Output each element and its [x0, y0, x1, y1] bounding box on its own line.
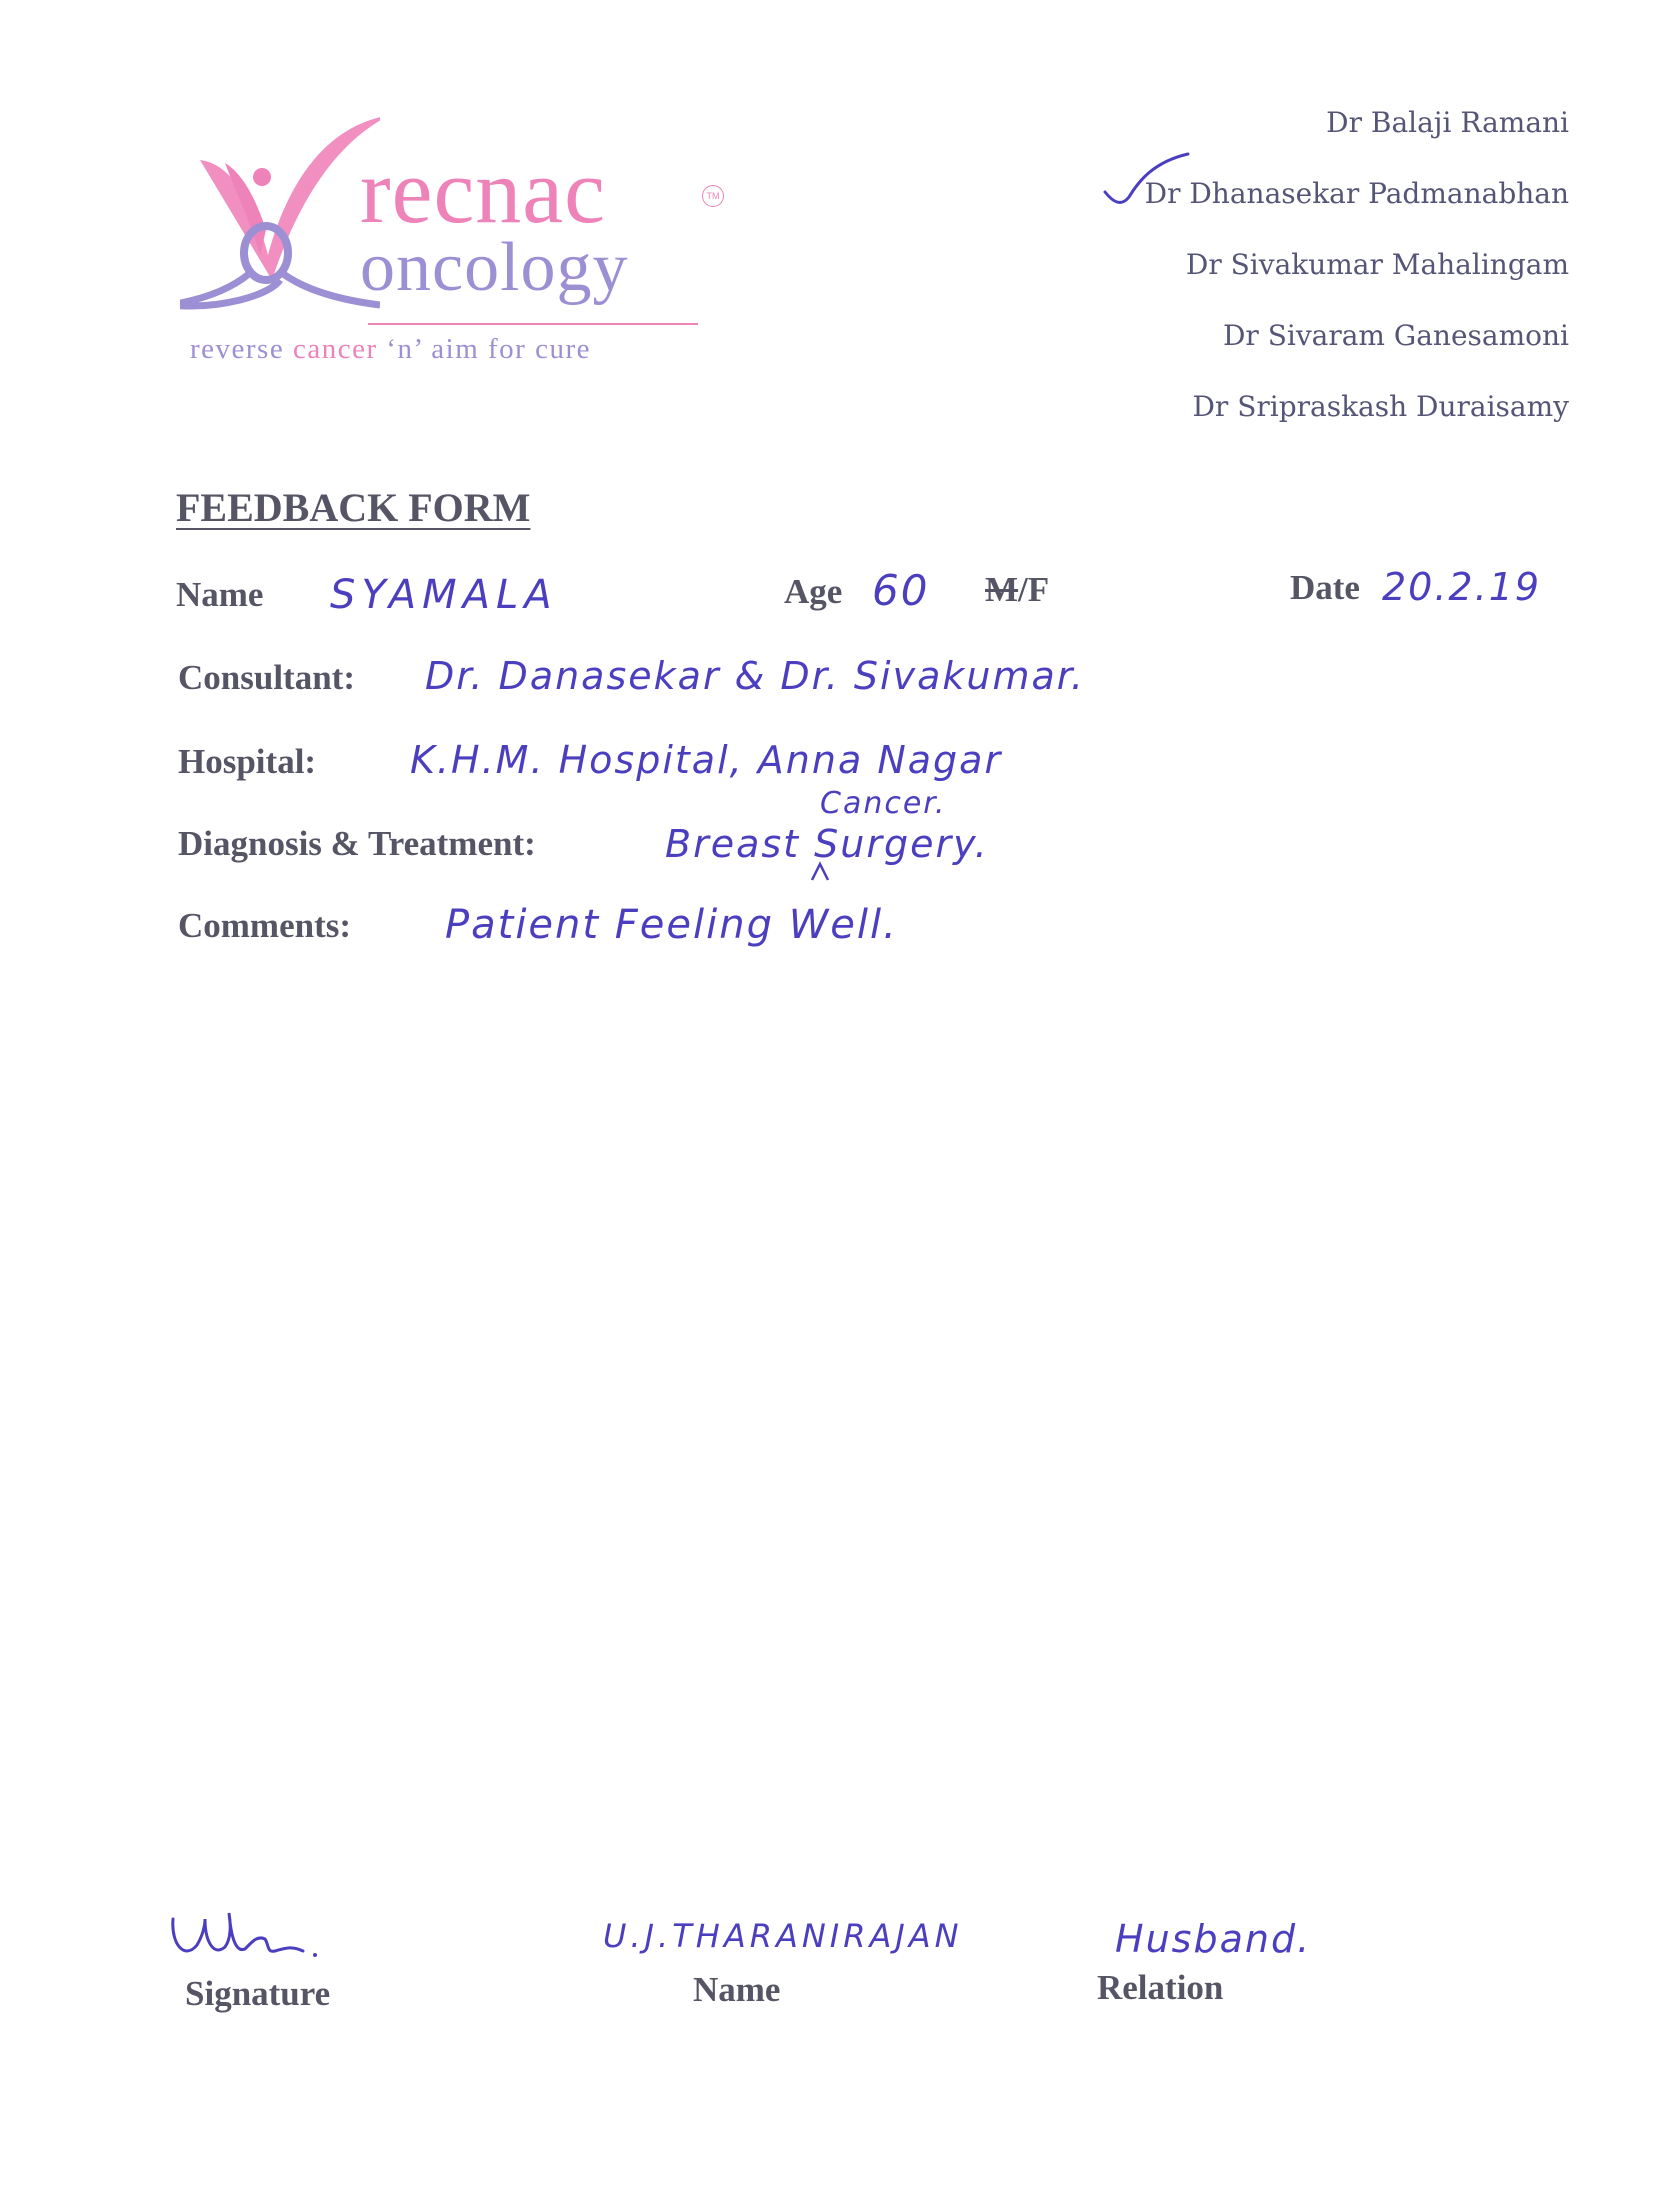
- comments-label: Comments:: [178, 906, 352, 945]
- tagline-part: reverse: [190, 333, 293, 365]
- insert-caret-icon: [808, 860, 832, 884]
- ribbon-figure-icon: [180, 105, 380, 315]
- signature-label: Signature: [185, 1974, 331, 2013]
- diagnosis-value: Breast Surgery.: [665, 822, 989, 866]
- date-value: 20.2.19: [1382, 565, 1542, 609]
- signer-name-value: U.J.THARANIRAJAN: [603, 1917, 963, 1955]
- name-value: SYAMALA: [330, 572, 558, 618]
- logo-wordmark: recnac: [360, 140, 606, 242]
- doctor-name: Dr Sripraskash Duraisamy: [1192, 390, 1569, 423]
- consultant-value: Dr. Danasekar & Dr. Sivakumar.: [425, 654, 1085, 698]
- logo-rule: [368, 323, 698, 325]
- tagline-part: cancer: [292, 333, 378, 365]
- doctor-name: Dr Sivaram Ganesamoni: [1222, 319, 1569, 352]
- doctor-name: Dr Sivakumar Mahalingam: [1185, 248, 1569, 281]
- signer-name-label: Name: [693, 1970, 781, 2009]
- sex-female: /F: [1018, 570, 1050, 609]
- doctor-name: Dr Balaji Ramani: [1326, 106, 1569, 139]
- logo-subtitle: oncology: [360, 229, 629, 306]
- check-mark-icon: [1103, 152, 1193, 212]
- relation-value: Husband.: [1115, 1917, 1312, 1961]
- age-label: Age: [784, 572, 843, 611]
- sex-male-struck: M: [985, 570, 1019, 609]
- logo-tagline: [190, 335, 591, 364]
- comments-value: Patient Feeling Well.: [445, 902, 898, 948]
- handwritten-signature: [165, 1905, 345, 1975]
- relation-label: Relation: [1097, 1968, 1224, 2007]
- diagnosis-label: Diagnosis & Treatment:: [178, 824, 536, 863]
- doctor-name: Dr Dhanasekar Padmanabhan: [1144, 177, 1569, 210]
- name-label: Name: [176, 575, 264, 614]
- diagnosis-insert: Cancer.: [820, 786, 947, 821]
- sex-field: [985, 570, 1049, 610]
- consultant-label: Consultant:: [178, 658, 355, 697]
- trademark-mark: TM: [702, 185, 724, 207]
- hospital-label: Hospital:: [178, 742, 317, 781]
- tagline-part: ‘n’ aim for cure: [377, 333, 591, 365]
- form-title: FEEDBACK FORM: [176, 485, 531, 530]
- age-value: 60: [872, 566, 930, 615]
- recnac-logo: [180, 105, 740, 385]
- date-label: Date: [1290, 568, 1360, 607]
- hospital-value: K.H.M. Hospital, Anna Nagar: [410, 738, 1003, 782]
